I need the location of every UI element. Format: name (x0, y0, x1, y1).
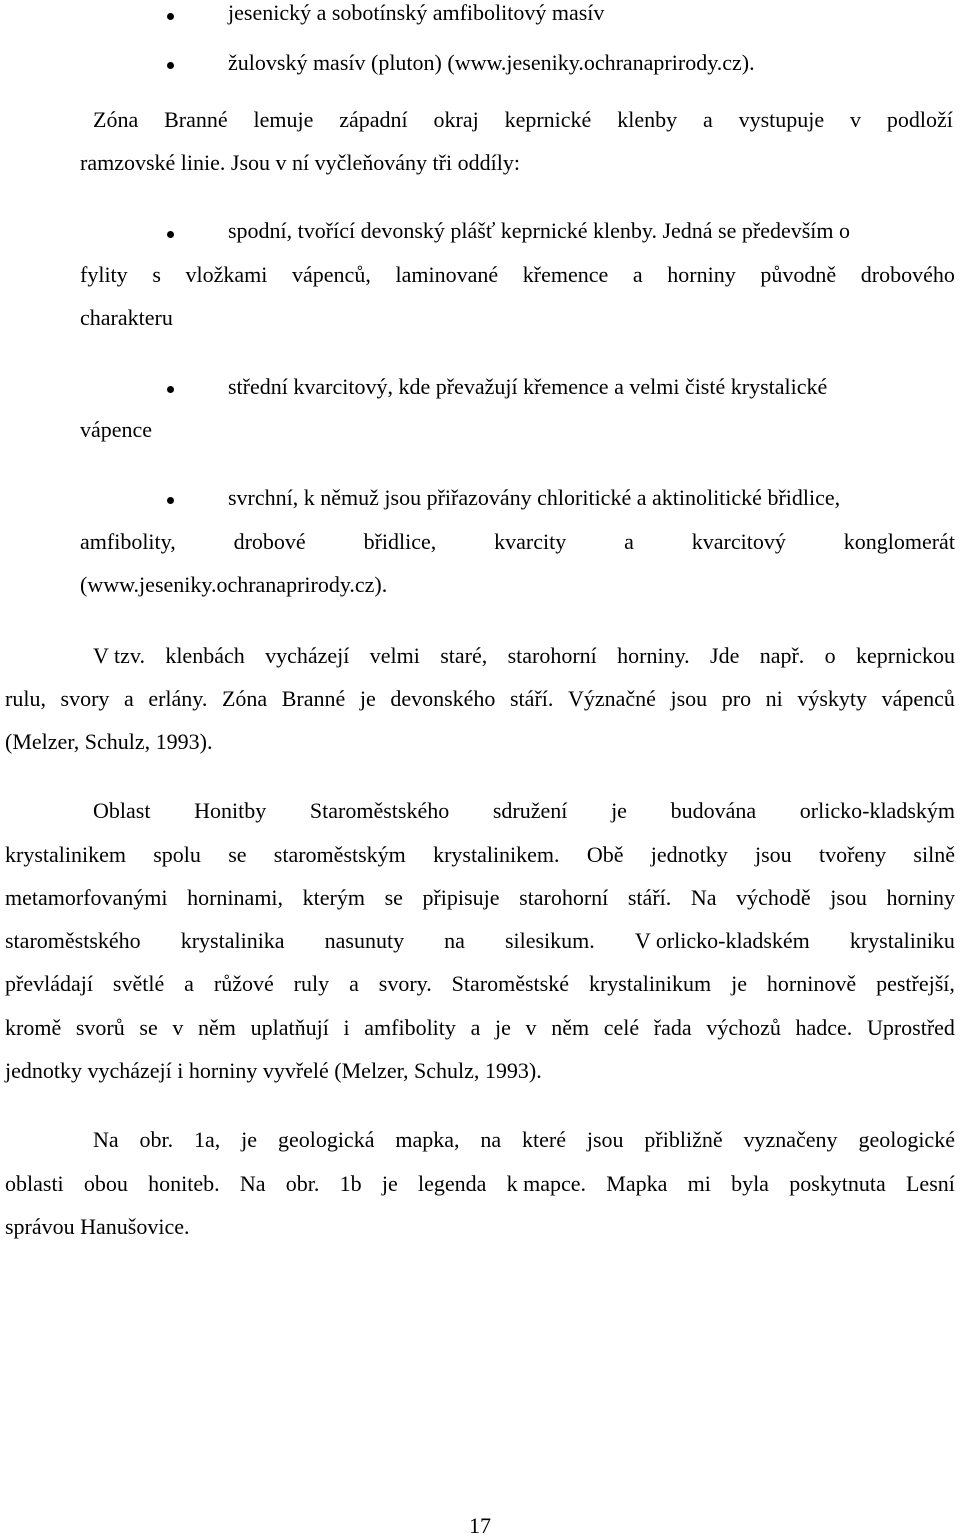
word: obr. (285, 1171, 320, 1196)
word: okraj (433, 107, 479, 132)
paragraph-oblast-line1 (93, 798, 955, 824)
word: Oblast (93, 798, 151, 823)
word: vyznačeny (743, 1127, 838, 1152)
word: obr. (139, 1127, 174, 1152)
word: konglomerát (843, 529, 955, 554)
paragraph-zona-branne-line2: ramzovské linie. Jsou v ní vyčleňovány tři oddíly: (80, 150, 520, 175)
word: 1a, (194, 1127, 221, 1152)
word: Mapka (606, 1171, 668, 1196)
word: stáří. (510, 686, 554, 711)
word: velmi (369, 643, 420, 668)
word: Význačné (567, 686, 656, 711)
word: s (152, 262, 161, 287)
word: erlány. (148, 686, 208, 711)
word: keprnické (504, 107, 592, 132)
word: v (850, 107, 862, 132)
word: výchozů (706, 1015, 781, 1040)
word: krystalinika (180, 928, 285, 953)
word: amfibolity, (80, 529, 176, 554)
word: je (611, 798, 627, 823)
word: V orlicko-kladském (634, 928, 810, 953)
word: krystalinikum (588, 971, 712, 996)
word: krystaliniku (849, 928, 955, 953)
word: vápenců, (292, 262, 371, 287)
paragraph-oblast-line7: jednotky vycházejí i horniny vyvřelé (Melzer, Schulz, 1993). (5, 1058, 542, 1083)
word: břidlice, (363, 529, 437, 554)
paragraph-klenby-line2 (5, 686, 955, 712)
word: svory. (378, 971, 432, 996)
word: jsou (830, 885, 867, 910)
word: a (470, 1015, 481, 1040)
word: přibližně (644, 1127, 723, 1152)
word: starohorní (519, 885, 609, 910)
word: Staroměstského (309, 798, 450, 823)
word: převládají (5, 971, 93, 996)
word: mapka, (395, 1127, 460, 1152)
word: uplatňují (250, 1015, 329, 1040)
word: něm (551, 1015, 590, 1040)
word: horniny (886, 885, 955, 910)
word: silesikum. (504, 928, 595, 953)
word: a (632, 262, 643, 287)
oddil-spodni-line3: charakteru (80, 305, 173, 330)
word: amfibolity (364, 1015, 456, 1040)
word: starohorní (507, 643, 597, 668)
word: krystalinikem. (433, 842, 560, 867)
word: hadce. (795, 1015, 853, 1040)
word: Obě (586, 842, 624, 867)
word: lemuje (253, 107, 314, 132)
word: Staroměstské (451, 971, 569, 996)
bullet-item-amfibolit: jesenický a sobotínský amfibolitový masív (228, 0, 605, 25)
oddil-svrchni-line3: (www.jeseniky.ochranaprirody.cz). (80, 572, 388, 597)
word: jsou (755, 842, 792, 867)
word: kvarcity (494, 529, 567, 554)
word: rulu, (5, 686, 46, 711)
word: Branné (281, 686, 346, 711)
word: fylity (80, 262, 128, 287)
word: a (349, 971, 359, 996)
word: růžové (213, 971, 274, 996)
word: stáří. (627, 885, 672, 910)
word: světlé (112, 971, 165, 996)
bullet-5 (167, 497, 174, 504)
word: horninově (766, 971, 857, 996)
word: poskytnuta (789, 1171, 886, 1196)
word: vložkami (185, 262, 268, 287)
word: kterým (302, 885, 365, 910)
word: je (381, 1171, 398, 1196)
word: Zóna (221, 686, 268, 711)
word: kvarcitový (691, 529, 786, 554)
bullet-item-zulovsky: žulovský masív (pluton) (www.jeseniky.ochranaprirody.cz). (228, 50, 755, 75)
word: jsou (586, 1127, 624, 1152)
paragraph-klenby-line3: (Melzer, Schulz, 1993). (5, 729, 213, 754)
word: v (172, 1015, 184, 1040)
word: Zóna (93, 107, 139, 132)
paragraph-oblast-line6 (5, 1015, 955, 1041)
word: krystalinikem (5, 842, 126, 867)
word: silně (913, 842, 955, 867)
word: geologická (277, 1127, 375, 1152)
bullet-1 (167, 13, 174, 20)
paragraph-obr-line1 (93, 1127, 955, 1153)
oddil-svrchni-line2 (80, 529, 955, 555)
word: svorů (75, 1015, 125, 1040)
bullet-4 (167, 386, 174, 393)
word: V tzv. (93, 643, 145, 668)
oddil-svrchni-line1: svrchní, k němuž jsou přiřazovány chloritické a aktinolitické břidlice, (228, 485, 841, 510)
word: je (359, 686, 376, 711)
word: keprnickou (856, 643, 955, 668)
word: staroměstským (273, 842, 406, 867)
paragraph-oblast-line3 (5, 885, 955, 911)
word: na (480, 1127, 502, 1152)
word: spolu (153, 842, 201, 867)
word: ruly (293, 971, 330, 996)
word: Na (239, 1171, 266, 1196)
paragraph-zona-branne-line1 (93, 107, 953, 133)
word: pestřejší, (876, 971, 955, 996)
word: 1b (339, 1171, 362, 1196)
word: horninami, (187, 885, 284, 910)
word: budována (670, 798, 757, 823)
word: staré, (440, 643, 488, 668)
word: Na (93, 1127, 119, 1152)
oddil-stredni-line1: střední kvarcitový, kde převažují křemence a velmi čisté krystalické (228, 374, 828, 399)
word: nasunuty (324, 928, 405, 953)
word: a (624, 529, 634, 554)
word: jednotky (650, 842, 728, 867)
word: řada (653, 1015, 692, 1040)
word: Na (690, 885, 717, 910)
word: legenda (417, 1171, 487, 1196)
word: kromě (5, 1015, 62, 1040)
word: sdružení (492, 798, 568, 823)
word: obou (83, 1171, 128, 1196)
word: připisuje (422, 885, 500, 910)
word: o (824, 643, 836, 668)
oddil-spodni-line1: spodní, tvořící devonský plášť keprnické klenby. Jedná se především o (228, 218, 851, 243)
word: devonského (390, 686, 496, 711)
word: podloží (886, 107, 953, 132)
word: např. (759, 643, 805, 668)
word: Lesní (905, 1171, 955, 1196)
word: západní (339, 107, 408, 132)
word: jsou (670, 686, 708, 711)
page-number: 17 (469, 1513, 491, 1538)
paragraph-oblast-line2 (5, 842, 955, 868)
word: a (702, 107, 713, 132)
bullet-3 (167, 231, 174, 238)
word: geologické (858, 1127, 955, 1152)
word: honiteb. (148, 1171, 220, 1196)
word: oblasti (5, 1171, 64, 1196)
word: Branné (164, 107, 228, 132)
word: výskyty (797, 686, 868, 711)
paragraph-obr-line3: správou Hanušovice. (5, 1214, 190, 1239)
word: na (444, 928, 465, 953)
word: se (384, 885, 403, 910)
word: k mapce. (506, 1171, 587, 1196)
word: ni (765, 686, 783, 711)
word: orlicko-kladským (799, 798, 955, 823)
word: něm (198, 1015, 236, 1040)
word: a (184, 971, 194, 996)
word: a (124, 686, 134, 711)
paragraph-oblast-line5 (5, 971, 955, 997)
word: je (241, 1127, 258, 1152)
word: křemence (522, 262, 609, 287)
bullet-2 (167, 62, 174, 69)
word: Jde (710, 643, 740, 668)
word: je (731, 971, 747, 996)
word: východě (736, 885, 811, 910)
word: klenby (617, 107, 678, 132)
word: celé (603, 1015, 640, 1040)
word: se (139, 1015, 158, 1040)
word: mi (687, 1171, 711, 1196)
word: se (228, 842, 247, 867)
word: Honitby (194, 798, 267, 823)
word: v (525, 1015, 537, 1040)
oddil-spodni-line2 (80, 262, 955, 288)
word: původně (760, 262, 837, 287)
word: tvořeny (818, 842, 887, 867)
word: klenbách (165, 643, 245, 668)
paragraph-obr-line2 (5, 1171, 955, 1197)
word: Uprostřed (866, 1015, 955, 1040)
word: laminované (395, 262, 499, 287)
word: drobové (233, 529, 306, 554)
word: staroměstského (5, 928, 141, 953)
word: pro (721, 686, 752, 711)
word: svory (60, 686, 110, 711)
word: je (494, 1015, 511, 1040)
word: vápenců (881, 686, 955, 711)
word: vystupuje (738, 107, 825, 132)
paragraph-klenby-line1 (93, 643, 955, 669)
word: vycházejí (265, 643, 350, 668)
word: horniny (667, 262, 736, 287)
word: drobového (860, 262, 955, 287)
oddil-stredni-line2: vápence (80, 417, 153, 442)
word: byla (731, 1171, 769, 1196)
word: horniny. (617, 643, 690, 668)
word: metamorfovanými (5, 885, 168, 910)
paragraph-oblast-line4 (5, 928, 955, 954)
word: které (522, 1127, 566, 1152)
word: i (343, 1015, 350, 1040)
